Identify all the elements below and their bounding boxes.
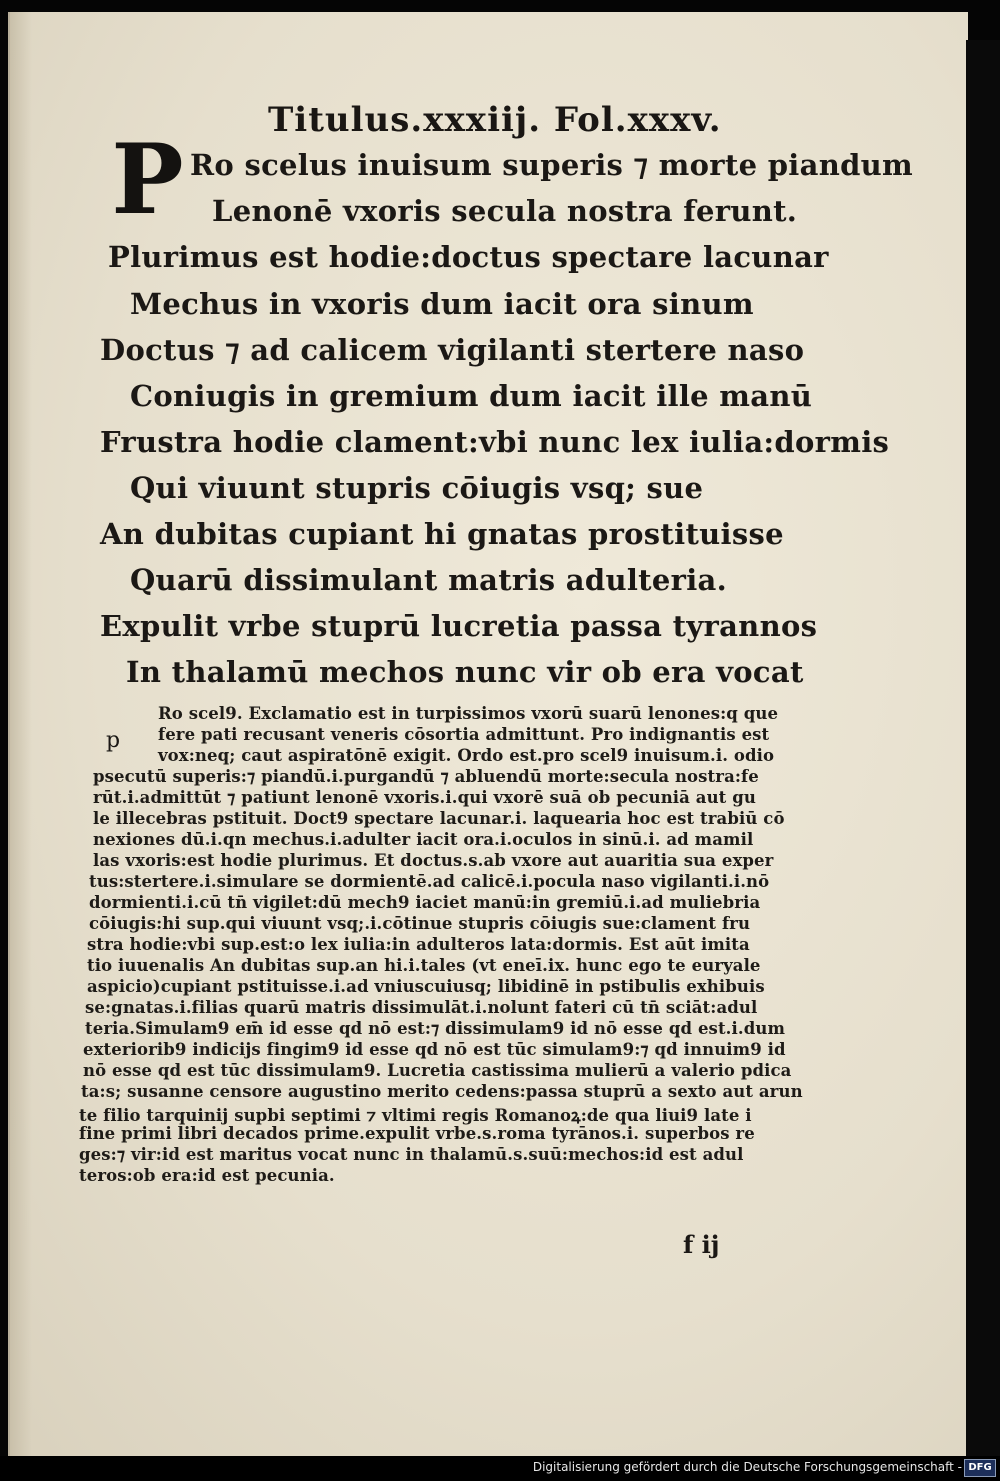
verse-line: Plurimus est hodie:doctus spectare lacunar — [108, 240, 829, 274]
commentary-line: nō esse qd est tūc dissimulam9. Lucretia castissima mulierū a valerio pdica — [83, 1061, 792, 1080]
commentary-line: fine primi libri decados prime.expulit vrbe.s.roma tyrānos.i. superbos re — [79, 1124, 755, 1143]
commentary-line: ges:⁊ vir:id est maritus vocat nunc in thalamū.s.suū:mechos:id est adul — [79, 1145, 744, 1164]
commentary-line: le illecebras pstituit. Doct9 spectare lacunar.i. laquearia hoc est trabiū cō — [93, 809, 785, 828]
commentary-line: te filio tarquinij supbi septimi ⁊ vltimi regis Romanoꝝ:de qua liui9 late i — [79, 1106, 752, 1125]
commentary-line: cōiugis:hi sup.qui viuunt vsq;.i.cōtinue stupris cōiugis sue:clament fru — [89, 914, 751, 933]
verse-line: Ro scelus inuisum superis ⁊ morte piandum — [190, 148, 914, 182]
commentary-line: dormienti.i.cū tn̄ vigilet:dū mech9 iaciet manū:in gremiū.i.ad muliebria — [89, 893, 761, 912]
commentary-line: tio iuuenalis An dubitas sup.an hi.i.tales (vt eneī.ix. hunc ego te euryale — [87, 956, 761, 975]
verse-line: Lenonē vxoris secula nostra ferunt. — [212, 194, 798, 228]
page-gutter — [10, 12, 32, 1456]
commentary-initial: p — [106, 728, 121, 753]
verse-line: In thalamū mechos nunc vir ob era vocat — [126, 655, 804, 689]
commentary-line: stra hodie:vbi sup.est:o lex iulia:in adulteros lata:dormis. Est aūt imita — [87, 935, 750, 954]
commentary-line: aspicio)cupiant pstituisse.i.ad vniuscuiusq; libidinē in pstibulis exhibuis — [87, 977, 765, 996]
commentary-line: vox:neq; caut aspiratōnē exigit. Ordo est.pro scel9 inuisum.i. odio — [158, 746, 775, 765]
verse-line: Mechus in vxoris dum iacit ora sinum — [130, 287, 754, 321]
commentary-line: tus:stertere.i.simulare se dormientē.ad calicē.i.pocula naso vigilanti.i.nō — [89, 872, 770, 891]
signature-mark: f ij — [683, 1230, 720, 1259]
commentary-line: psecutū superis:⁊ piandū.i.purgandū ⁊ abluendū morte:secula nostra:fe — [93, 767, 759, 786]
verse-line: An dubitas cupiant hi gnatas prostituisse — [100, 517, 784, 551]
commentary-line: ta:s; susanne censore augustino merito cedens:passa stuprū a sexto aut arun — [81, 1082, 803, 1101]
footer-bar — [0, 1456, 1000, 1481]
commentary-line: Ro scel9. Exclamatio est in turpissimos vxorū suarū lenones:q que — [158, 704, 779, 723]
verse-line: Qui viuunt stupris cōiugis vsq; sue — [130, 471, 704, 505]
commentary-line: las vxoris:est hodie plurimus. Et doctus.s.ab vxore aut auaritia sua exper — [93, 851, 774, 870]
verse-line: Coniugis in gremium dum iacit ille manū — [130, 379, 813, 413]
verse-line: Doctus ⁊ ad calicem vigilanti stertere naso — [100, 333, 805, 367]
page-edge — [966, 40, 1000, 1456]
commentary-line: fere pati recusant veneris cōsortia admittunt. Pro indignantis est — [158, 725, 770, 744]
funding-credit: Digitalisierung gefördert durch die Deutsche Forschungsgemeinschaft - — [532, 1460, 962, 1474]
verse-line: Expulit vrbe stuprū lucretia passa tyrannos — [100, 609, 818, 643]
commentary-line: exteriorib9 indicijs fingim9 id esse qd nō est tūc simulam9:⁊ qd innuim9 id — [83, 1040, 786, 1059]
commentary-line: rūt.i.admittūt ⁊ patiunt lenonē vxoris.i.qui vxorē suā ob pecuniā aut gu — [93, 788, 756, 807]
commentary-line: teros:ob era:id est pecunia. — [79, 1166, 335, 1185]
commentary-line: nexiones dū.i.qn mechus.i.adulter iacit ora.i.oculos in sinū.i. ad mamil — [93, 830, 754, 849]
initial-letter: P — [111, 123, 184, 236]
commentary-line: teria.Simulam9 em̄ id esse qd nō est:⁊ dissimulam9 id nō esse qd est.i.dum — [85, 1019, 786, 1038]
commentary-line: se:gnatas.i.filias quarū matris dissimulāt.i.nolunt fateri cū tn̄ sciāt:adul — [85, 998, 758, 1017]
verse-line: Quarū dissimulant matris adulteria. — [130, 563, 727, 597]
dfg-logo: DFG — [964, 1459, 996, 1477]
verse-line: Frustra hodie clament:vbi nunc lex iulia:dormis — [100, 425, 890, 459]
running-header: Titulus.xxxiij. Fol.xxxv. — [268, 100, 722, 140]
